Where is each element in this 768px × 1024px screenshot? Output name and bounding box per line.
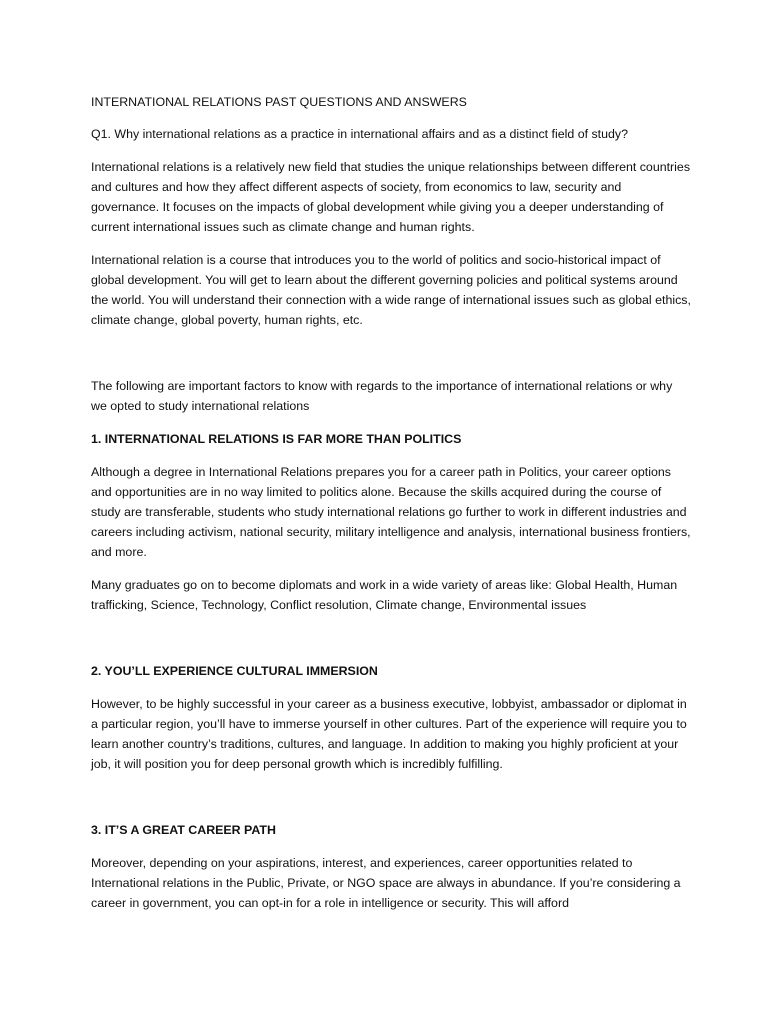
section-paragraph: Many graduates go on to become diplomats and work in a wide variety of areas like: Global Health, Human trafficking, Science, Technology, Conflict resolution, Climate change, Environmental issues (91, 578, 678, 612)
section-paragraph: Although a degree in International Relations prepares you for a career path in Politics, your career options and opportunities are in no way limited to politics alone. Because the skills acquired during the course of study are transferable, students who study international relations go further to work in different industries and careers including activism, national security, military intelligence and analysis, international business frontiers, and more. (91, 465, 691, 559)
intro-paragraph: International relation is a course that introduces you to the world of politics and socio-historical impact of global development. You will get to learn about the different governing policies and political systems around the world. You will understand their connection with a wide range of international issues such as global ethics, climate change, global poverty, human rights, etc. (91, 253, 691, 327)
section-heading: 3. IT’S A GREAT CAREER PATH (91, 823, 276, 837)
section-heading: 1. INTERNATIONAL RELATIONS IS FAR MORE THAN POLITICS (91, 432, 462, 446)
document-title: INTERNATIONAL RELATIONS PAST QUESTIONS AND ANSWERS (91, 95, 467, 109)
section-paragraph: Moreover, depending on your aspirations, interest, and experiences, career opportunities related to International relations in the Public, Private, or NGO space are always in abundance. If you’re considering a career in government, you can opt-in for a role in intelligence or security. This will afford (91, 856, 681, 910)
section-paragraph: However, to be highly successful in your career as a business executive, lobbyist, ambassador or diplomat in a particular region, you’ll have to immerse yourself in other cultures. Part of the experience will require you to learn another country’s traditions, cultures, and language. In addition to making you highly proficient at your job, it will position you for deep personal growth which is incredibly fulfilling. (91, 697, 687, 771)
document-body (91, 92, 691, 926)
factors-intro: The following are important factors to know with regards to the importance of international relations or why we opted to study international relations (91, 379, 673, 413)
section-heading: 2. YOU’LL EXPERIENCE CULTURAL IMMERSION (91, 664, 378, 678)
spacer (91, 787, 691, 820)
question-text: Q1. Why international relations as a practice in international affairs and as a distinct field of study? (91, 127, 628, 141)
intro-paragraph: International relations is a relatively new field that studies the unique relationships between different countries and cultures and how they affect different aspects of society, from economics to law, security and governance. It focuses on the impacts of global development while giving you a deeper understanding of current international issues such as climate change and human rights. (91, 160, 691, 234)
spacer (91, 628, 691, 661)
spacer (91, 343, 691, 376)
